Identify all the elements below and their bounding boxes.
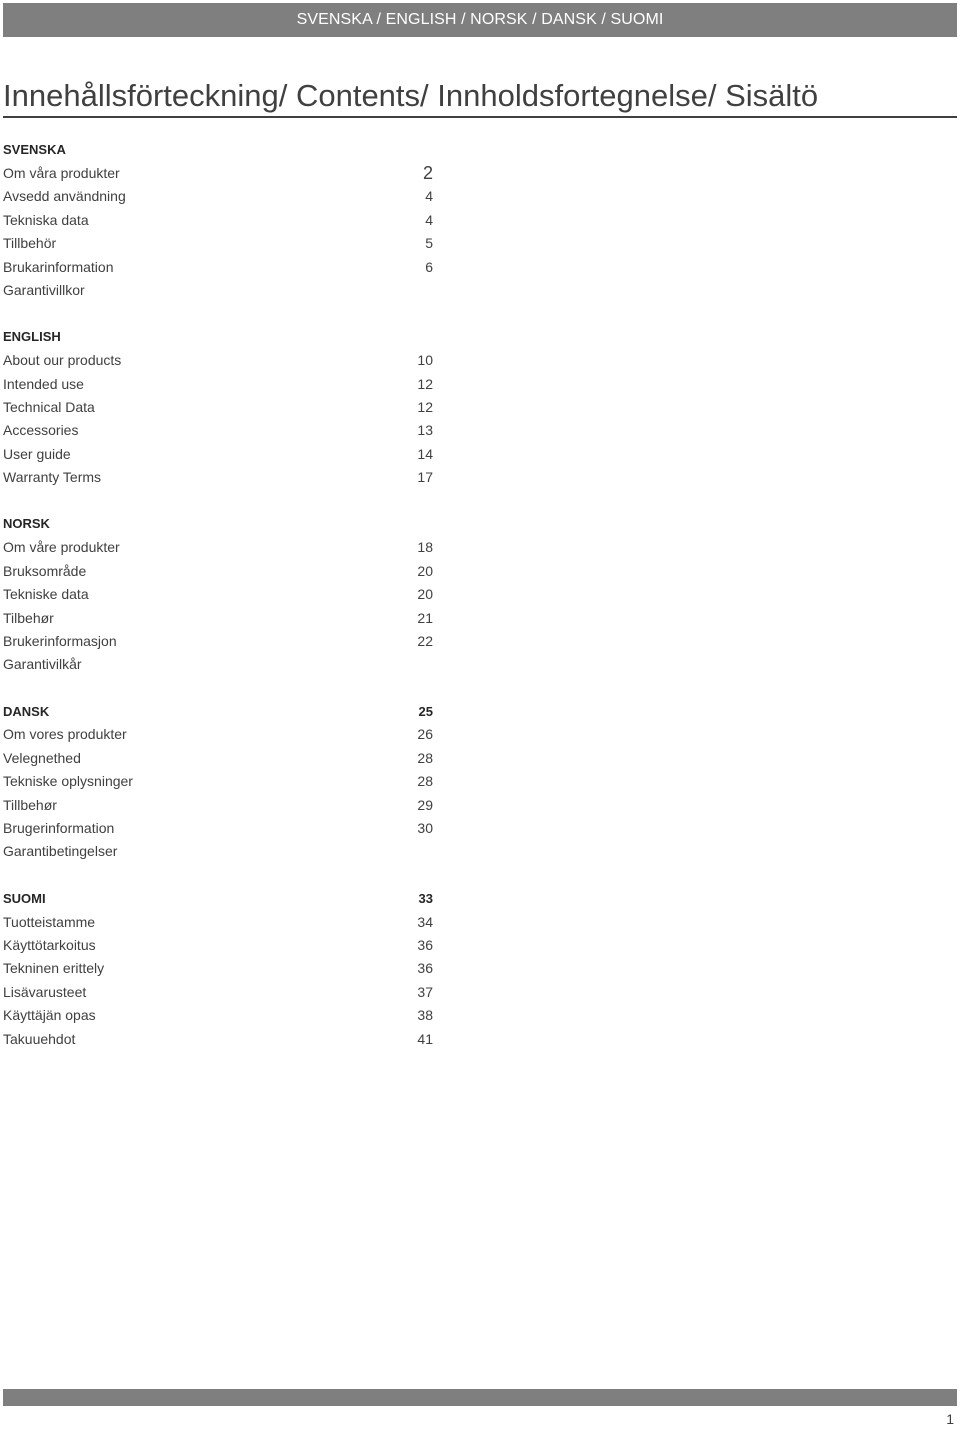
toc-heading-label: SUOMI (3, 890, 46, 906)
toc-section-svenska (3, 138, 433, 302)
toc-entry-page: 21 (417, 609, 433, 626)
toc-heading-label: ENGLISH (3, 329, 61, 345)
toc-entry (3, 208, 433, 231)
toc-entry-label: Tillbehør (3, 796, 57, 813)
toc-entry-page: 4 (425, 211, 433, 228)
footer-bar (3, 1389, 957, 1406)
toc-entry-page: 20 (417, 562, 433, 579)
toc-entry-label: Om våre produkter (3, 539, 120, 556)
toc-entry-page: 28 (417, 773, 433, 790)
toc-entry (3, 395, 433, 418)
toc-entry-page: 26 (417, 726, 433, 743)
toc-entry-label: User guide (3, 445, 71, 462)
toc-entry-label: Tillbehör (3, 235, 57, 252)
toc-entry-label: Technical Data (3, 398, 95, 415)
toc-section-heading (3, 138, 433, 161)
toc-entry (3, 840, 433, 863)
toc-entry-label: Käyttötarkoitus (3, 936, 96, 953)
toc-entry-page: 4 (425, 188, 433, 205)
toc-section-dansk (3, 699, 433, 863)
toc-entry (3, 816, 433, 839)
toc-section-suomi (3, 887, 433, 1051)
toc-entry-label: Intended use (3, 375, 84, 392)
toc-entry (3, 465, 433, 488)
toc-heading-page: 33 (418, 890, 433, 906)
toc-entry-label: Lisävarusteet (3, 983, 87, 1000)
toc-entry (3, 536, 433, 559)
toc-entry (3, 582, 433, 605)
toc-entry (3, 232, 433, 255)
toc-entry (3, 278, 433, 301)
toc-entry-page: 12 (417, 375, 433, 392)
toc-entry-page: 20 (417, 586, 433, 603)
toc-heading-label: SVENSKA (3, 142, 66, 158)
toc-entry-page: 2 (422, 162, 433, 183)
toc-entry-label: Brugerinformation (3, 820, 115, 837)
toc-entry-label: Warranty Terms (3, 469, 102, 486)
toc-heading-page: 25 (418, 703, 433, 719)
toc-section-heading (3, 887, 433, 910)
toc-entry-page: 28 (417, 749, 433, 766)
toc-entry-label: Velegnethed (3, 749, 81, 766)
toc-entry-label: Garantivilkår (3, 656, 82, 673)
header-bar (3, 3, 957, 37)
toc-entry-label: Tekniska data (3, 211, 89, 228)
toc-entry (3, 629, 433, 652)
toc-entry (3, 910, 433, 933)
toc-entry-page: 41 (417, 1030, 433, 1047)
toc-entry (3, 653, 433, 676)
toc-entry-label: Tilbehør (3, 609, 54, 626)
toc-entry (3, 980, 433, 1003)
toc-entry-label: Tekniske oplysninger (3, 773, 133, 790)
toc-entry-page: 5 (425, 235, 433, 252)
toc-entry-page: 36 (417, 960, 433, 977)
toc-entry-page: 30 (417, 820, 433, 837)
toc-entry-label: Avsedd användning (3, 188, 126, 205)
toc-section-heading (3, 512, 433, 535)
toc-entry-label: Käyttäjän opas (3, 1007, 96, 1024)
toc-entry-label: Garantivillkor (3, 282, 85, 299)
toc-entry (3, 185, 433, 208)
toc-entry-page: 34 (417, 913, 433, 930)
toc-entry-label: Tekninen erittely (3, 960, 105, 977)
toc-entry-page: 36 (417, 936, 433, 953)
page-title: Innehållsförteckning/ Contents/ Innholdsfortegnelse/ Sisältö (3, 76, 957, 118)
toc-entry (3, 793, 433, 816)
toc-entry (3, 559, 433, 582)
toc-entry-label: Accessories (3, 422, 79, 439)
language-list: SVENSKA / ENGLISH / NORSK / DANSK / SUOMI (296, 11, 664, 28)
toc-entry (3, 957, 433, 980)
toc-entry-page: 18 (417, 539, 433, 556)
toc-entry-page: 22 (417, 632, 433, 649)
toc-entry-label: Tuotteistamme (3, 913, 96, 930)
toc-entry (3, 1027, 433, 1050)
toc-heading-label: NORSK (3, 516, 50, 532)
toc-entry (3, 933, 433, 956)
toc-entry (3, 770, 433, 793)
toc-entry-page: 6 (425, 258, 433, 275)
toc-entry-label: Bruksområde (3, 562, 87, 579)
toc-section-heading (3, 325, 433, 348)
toc-entry-page: 38 (417, 1007, 433, 1024)
toc-entry-label: Om våra produkter (3, 165, 120, 182)
toc-heading-label: DANSK (3, 703, 50, 719)
toc-entry (3, 372, 433, 395)
toc-entry-page: 12 (417, 398, 433, 415)
toc-entry-label: Om vores produkter (3, 726, 127, 743)
toc-entry (3, 349, 433, 372)
toc-entry-page: 29 (417, 796, 433, 813)
toc-entry (3, 746, 433, 769)
toc-entry-label: Brukarinformation (3, 258, 114, 275)
toc-entry (3, 723, 433, 746)
toc-entry (3, 419, 433, 442)
toc-section-norsk (3, 512, 433, 676)
table-of-contents (3, 138, 433, 1074)
toc-entry-page: 17 (417, 469, 433, 486)
toc-entry-label: Takuuehdot (3, 1030, 76, 1047)
toc-entry-label: Tekniske data (3, 586, 89, 603)
toc-entry (3, 161, 433, 184)
toc-section-heading (3, 699, 433, 722)
toc-entry-page: 10 (417, 352, 433, 369)
toc-entry (3, 606, 433, 629)
page-number: 1 (946, 1411, 954, 1427)
toc-entry-label: Garantibetingelser (3, 843, 118, 860)
toc-entry (3, 255, 433, 278)
toc-entry-page: 13 (417, 422, 433, 439)
toc-section-english (3, 325, 433, 489)
toc-entry-label: Brukerinformasjon (3, 632, 117, 649)
toc-entry-page: 37 (417, 983, 433, 1000)
toc-entry-label: About our products (3, 352, 122, 369)
toc-entry (3, 442, 433, 465)
toc-entry-page: 14 (417, 445, 433, 462)
toc-entry (3, 1003, 433, 1026)
